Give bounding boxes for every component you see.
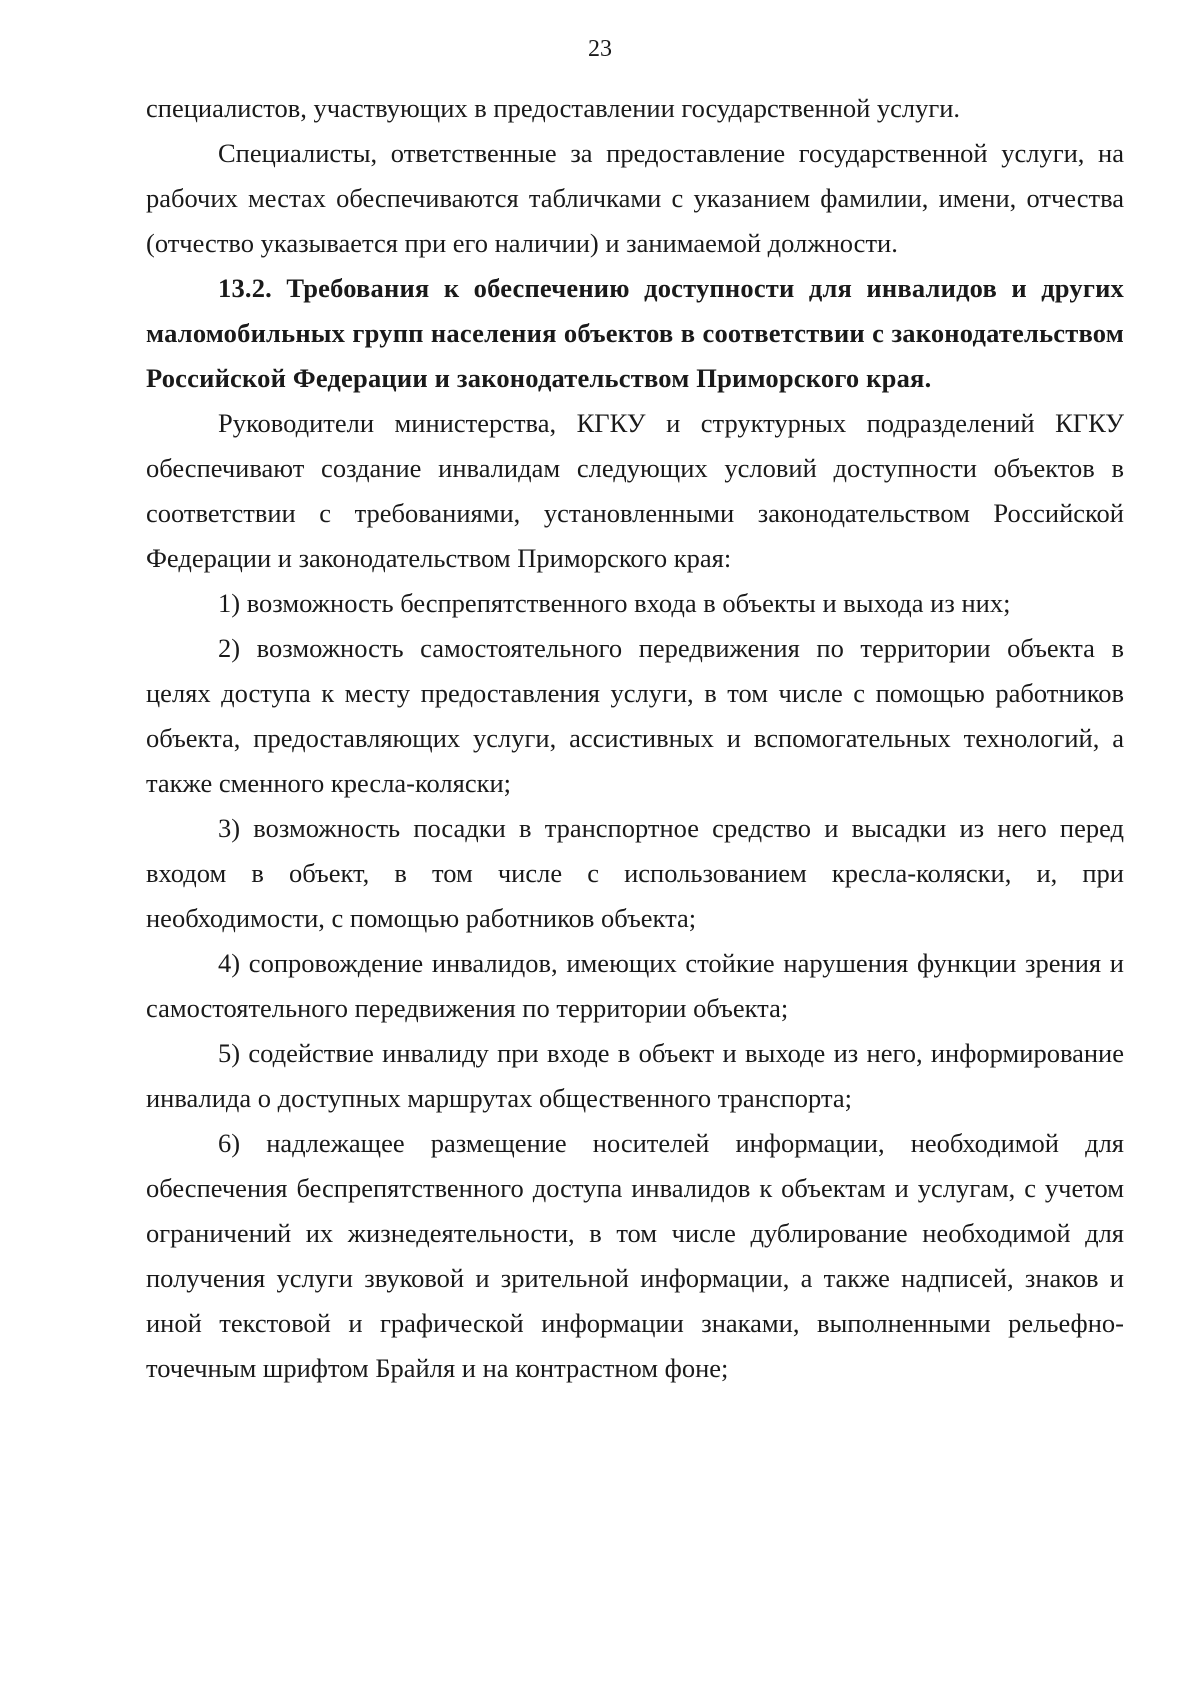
list-item-5: 5) содействие инвалиду при входе в объект и выходе из него, информирование инвалида о доступных маршрутах общественного транспорта; [146, 1038, 1124, 1113]
list-item-1: 1) возможность беспрепятственного входа в объекты и выхода из них; [218, 588, 1011, 618]
paragraph-specialists: Специалисты, ответственные за предоставление государственной услуги, на рабочих местах обеспечиваются табличками с указанием фамилии, имени, отчества (отчество указывается при его наличии) и занимаемой должности. [146, 138, 1124, 258]
list-item-4: 4) сопровождение инвалидов, имеющих стойкие нарушения функции зрения и самостоятельного передвижения по территории объекта; [146, 948, 1124, 1023]
page-number: 23 [588, 36, 612, 62]
list-item-6: 6) надлежащее размещение носителей информации, необходимой для обеспечения беспрепятственного доступа инвалидов к объектам и услугам, с учетом ограничений их жизнедеятельности, в том числе дублирование необходимой для получения услуги звуковой и зрительной информации, а также надписей, знаков и иной текстовой и графической информации знаками, выполненными рельефно-точечным шрифтом Брайля и на контрастном фоне; [146, 1128, 1124, 1383]
document-body [146, 86, 1124, 1391]
paragraph-continuation: специалистов, участвующих в предоставлении государственной услуги. [146, 93, 961, 123]
section-heading-13-2: 13.2. Требования к обеспечению доступности для инвалидов и других маломобильных групп населения объектов в соответствии с законодательством Российской Федерации и законодательством Приморского края. [146, 273, 1124, 393]
paragraph-managers: Руководители министерства, КГКУ и структурных подразделений КГКУ обеспечивают создание инвалидам следующих условий доступности объектов в соответствии с требованиями, установленными законодательством Российской Федерации и законодательством Приморского края: [146, 408, 1124, 573]
list-item-3: 3) возможность посадки в транспортное средство и высадки из него перед входом в объект, в том числе с использованием кресла-коляски, и, при необходимости, с помощью работников объекта; [146, 813, 1124, 933]
list-item-2: 2) возможность самостоятельного передвижения по территории объекта в целях доступа к месту предоставления услуги, в том числе с помощью работников объекта, предоставляющих услуги, ассистивных и вспомогательных технологий, а также сменного кресла-коляски; [146, 633, 1124, 798]
